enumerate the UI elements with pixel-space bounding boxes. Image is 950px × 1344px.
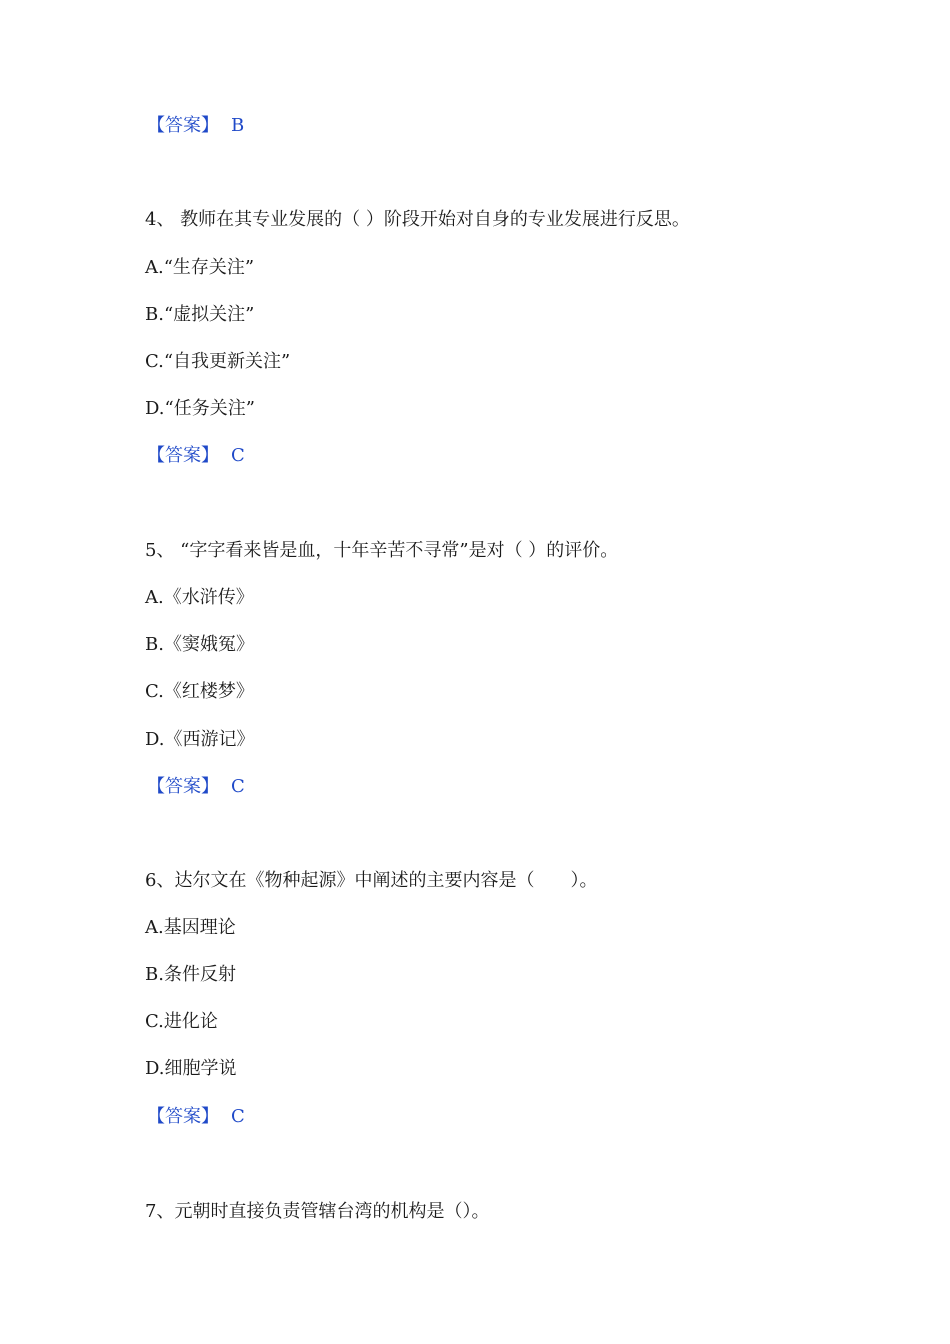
answer-line — [147, 1105, 245, 1129]
q6-option-d: D.细胞学说 — [145, 1058, 237, 1079]
q5-option-a: A.《水浒传》 — [145, 587, 254, 608]
answer-line — [147, 444, 245, 468]
q5-option-d: D.《西游记》 — [145, 729, 255, 750]
answer-line — [147, 114, 244, 138]
question-5: 5、 “字字看来皆是血，十年辛苦不寻常”是对（ ）的评价。 — [145, 540, 619, 561]
q4-option-b: B.“虚拟关注” — [145, 304, 255, 325]
q4-option-c: C.“自我更新关注” — [145, 351, 291, 372]
answer-label: 【答案】 — [147, 445, 219, 466]
answer-label: 【答案】 — [147, 115, 219, 136]
q4-option-d: D.“任务关注” — [145, 398, 255, 419]
q4-option-a: A.“生存关注” — [145, 257, 255, 278]
q5-option-c: C.《红楼梦》 — [145, 681, 254, 702]
answer-value: C — [231, 776, 245, 797]
answer-value: C — [231, 445, 245, 466]
answer-label: 【答案】 — [147, 776, 219, 797]
q6-option-c: C.进化论 — [145, 1011, 218, 1032]
answer-value: B — [231, 115, 245, 136]
answer-line — [147, 775, 245, 799]
question-7: 7、元朝时直接负责管辖台湾的机构是（）。 — [145, 1201, 490, 1222]
answer-value: C — [231, 1106, 245, 1127]
q6-option-a: A.基因理论 — [145, 917, 236, 938]
q5-option-b: B.《窦娥冤》 — [145, 634, 254, 655]
question-6: 6、达尔文在《物种起源》中阐述的主要内容是（ ）。 — [145, 870, 598, 891]
answer-label: 【答案】 — [147, 1106, 219, 1127]
question-4: 4、 教师在其专业发展的（ ）阶段开始对自身的专业发展进行反思。 — [145, 209, 690, 230]
q6-option-b: B.条件反射 — [145, 964, 236, 985]
